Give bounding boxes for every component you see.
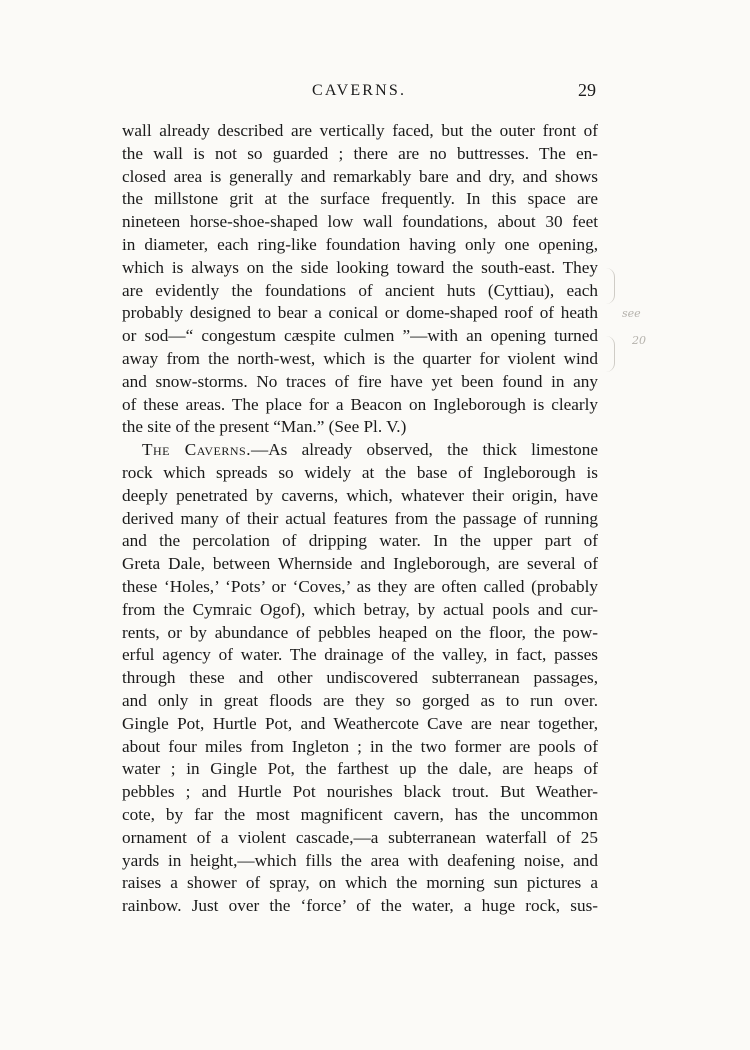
text-line: or sod—“ congestum cæspite culmen ”—with an opening turned [122,326,598,346]
text-line: of these areas. The place for a Beacon on Ingleborough is clearly [122,394,598,414]
text-line: the wall is not so guarded ; there are no buttresses. The en- [122,143,598,163]
text-line: cote, by far the most magnificent cavern, has the uncommon [122,804,598,824]
text-line: raises a shower of spray, on which the morning sun pictures a [122,873,598,893]
text-line: yards in height,—which fills the area with deafening noise, and [122,850,598,870]
margin-bracket [606,268,615,304]
margin-annotation: see [622,307,641,320]
text-line: in diameter, each ring-like foundation having only one opening, [122,234,598,254]
text-line: away from the north-west, which is the quarter for violent wind [122,348,598,368]
text-line: the site of the present “Man.” (See Pl. V.) [122,417,407,437]
text-line: the millstone grit at the surface frequently. In this space are [122,189,598,209]
text-line: pebbles ; and Hurtle Pot nourishes black trout. But Weather- [122,782,598,802]
text-line: rents, or by abundance of pebbles heaped on the floor, the pow- [122,622,598,642]
running-head [0,82,750,104]
section-first-line [122,439,598,462]
text-line: probably designed to bear a conical or dome-shaped roof of heath [122,303,598,323]
text-line: rock which spreads so widely at the base of Ingleborough is [122,462,598,482]
text-line: rainbow. Just over the ‘force’ of the water, a huge rock, sus- [122,896,598,916]
running-title: CAVERNS. [312,82,407,99]
text-line: which is always on the side looking toward the south-east. They [122,257,598,277]
text-line: are evidently the foundations of ancient huts (Cyttiau), each [122,280,598,300]
text-line: closed area is generally and remarkably bare and dry, and shows [122,166,598,186]
text-line: these ‘Holes,’ ‘Pots’ or ‘Coves,’ as they are often called (probably [122,576,598,596]
page-number: 29 [578,80,596,100]
text-line: deeply penetrated by caverns, which, whatever their origin, have [122,485,598,505]
text-line: Gingle Pot, Hurtle Pot, and Weathercote Cave are near together, [122,713,598,733]
text-line: nineteen horse-shoe-shaped low wall foundations, about 30 feet [122,212,598,232]
section-heading: The Caverns. [142,440,252,460]
text-line: and only in great floods are they so gorged as to run over. [122,690,598,710]
text-line: from the Cymraic Ogof), which betray, by actual pools and cur- [122,599,598,619]
text-line: about four miles from Ingleton ; in the two former are pools of [122,736,598,756]
text-line: water ; in Gingle Pot, the farthest up the dale, are heaps of [122,759,598,779]
section-first-line-text: —As already observed, the thick limestone [251,440,598,460]
text-line: erful agency of water. The drainage of the valley, in fact, passes [122,645,598,665]
text-line: ornament of a violent cascade,—a subterranean waterfall of 25 [122,827,598,847]
text-line: Greta Dale, between Whernside and Ingleborough, are several of [122,554,598,574]
margin-annotation: 20 [632,334,646,347]
text-line: derived many of their actual features from the passage of running [122,508,598,528]
margin-bracket [606,336,615,372]
text-line: through these and other undiscovered subterranean passages, [122,668,598,688]
body-text [122,120,598,918]
text-line: and the percolation of dripping water. In the upper part of [122,531,598,551]
text-line: wall already described are vertically faced, but the outer front of [122,121,598,140]
text-line: and snow-storms. No traces of fire have yet been found in any [122,371,598,391]
